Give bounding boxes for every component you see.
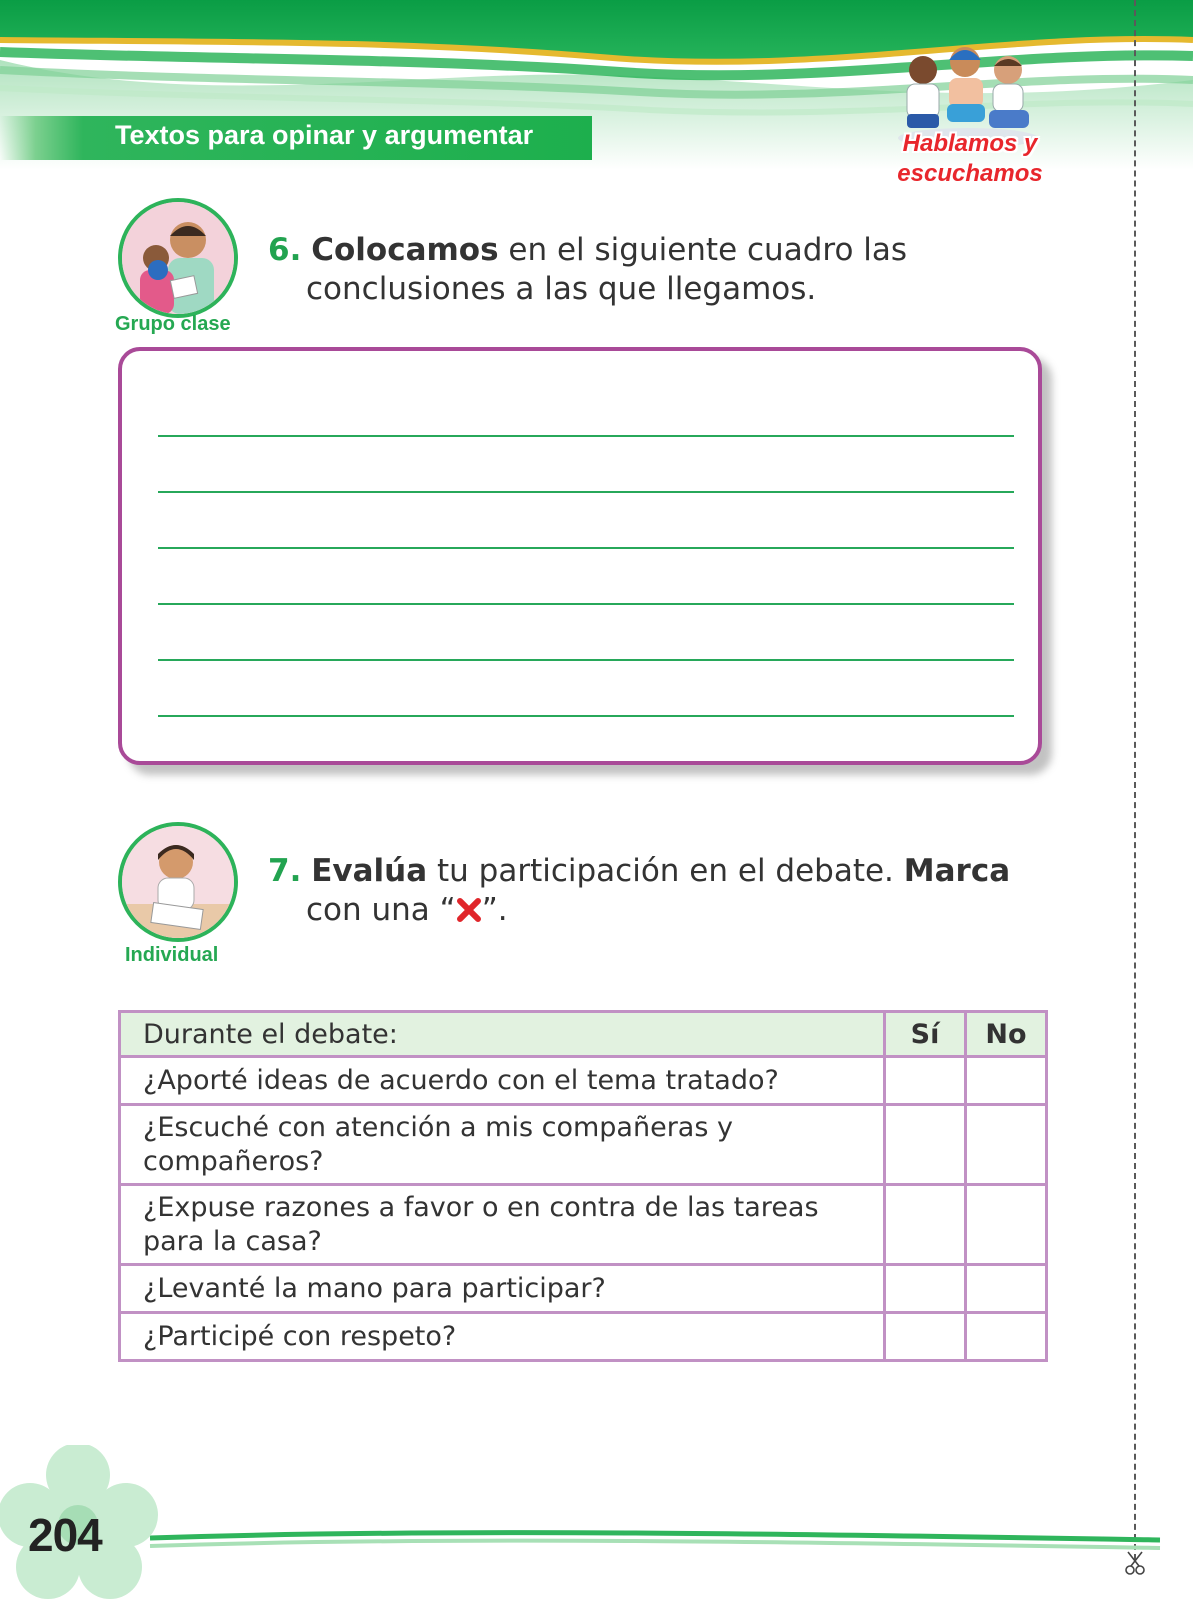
table-row bbox=[120, 1265, 1047, 1313]
no-checkbox-cell[interactable] bbox=[966, 1057, 1047, 1105]
question-7-line2-post: ”. bbox=[481, 892, 508, 928]
no-checkbox-cell[interactable] bbox=[966, 1265, 1047, 1313]
table-header-yes: Sí bbox=[885, 1012, 966, 1057]
question-7-number: 7. bbox=[268, 853, 302, 889]
writing-line[interactable] bbox=[158, 491, 1014, 493]
badge-label-line2: escuchamos bbox=[897, 160, 1043, 187]
question-text: ¿Levanté la mano para participar? bbox=[143, 1272, 606, 1304]
question-7-bold-1: Evalúa bbox=[311, 853, 428, 889]
writing-line[interactable] bbox=[158, 603, 1014, 605]
question-text-cont: para la casa? bbox=[143, 1225, 322, 1257]
no-checkbox-cell[interactable] bbox=[966, 1313, 1047, 1361]
table-row-question bbox=[120, 1313, 885, 1361]
table-row-question bbox=[120, 1185, 885, 1265]
table-row-question bbox=[120, 1057, 885, 1105]
question-6-line2: conclusiones a las que llegamos. bbox=[306, 271, 817, 307]
no-checkbox-cell[interactable] bbox=[966, 1185, 1047, 1265]
writing-line[interactable] bbox=[158, 715, 1014, 717]
question-7-line2-pre: con una “ bbox=[306, 892, 456, 928]
writing-line[interactable] bbox=[158, 659, 1014, 661]
question-7-mid: tu participación en el debate. bbox=[427, 853, 904, 889]
question-text-cont: compañeros? bbox=[143, 1145, 324, 1177]
no-checkbox-cell[interactable] bbox=[966, 1105, 1047, 1185]
table-row bbox=[120, 1313, 1047, 1361]
yes-checkbox-cell[interactable] bbox=[885, 1105, 966, 1185]
yes-checkbox-cell[interactable] bbox=[885, 1057, 966, 1105]
table-header-label: Durante el debate: bbox=[120, 1012, 885, 1057]
yes-checkbox-cell[interactable] bbox=[885, 1313, 966, 1361]
section-banner bbox=[0, 116, 592, 160]
group-class-icon bbox=[118, 198, 238, 318]
question-6-line1: en el siguiente cuadro las bbox=[498, 232, 908, 268]
table-header-row bbox=[120, 1012, 1047, 1057]
table-header-no: No bbox=[966, 1012, 1047, 1057]
question-7-bold-2: Marca bbox=[903, 853, 1011, 889]
question-6-bold: Colocamos bbox=[311, 232, 499, 268]
conclusions-writing-box[interactable] bbox=[118, 347, 1042, 765]
badge-label-line1: Hablamos y bbox=[902, 130, 1038, 157]
yes-checkbox-cell[interactable] bbox=[885, 1265, 966, 1313]
group-class-label: Grupo clase bbox=[115, 313, 231, 335]
question-text: ¿Escuché con atención a mis compañeras y bbox=[143, 1111, 733, 1143]
question-6 bbox=[268, 231, 1028, 309]
table-row bbox=[120, 1185, 1047, 1265]
individual-label: Individual bbox=[125, 944, 219, 966]
writing-line[interactable] bbox=[158, 435, 1014, 437]
table-row bbox=[120, 1105, 1047, 1185]
question-6-number: 6. bbox=[268, 232, 302, 268]
cut-line bbox=[1134, 0, 1136, 1560]
yes-checkbox-cell[interactable] bbox=[885, 1185, 966, 1265]
question-7 bbox=[268, 852, 1048, 930]
question-text: ¿Participé con respeto? bbox=[143, 1320, 457, 1352]
evaluation-table bbox=[118, 1010, 1048, 1362]
section-title: Textos para opinar y argumentar bbox=[115, 120, 534, 150]
question-text: ¿Expuse razones a favor o en contra de las tareas bbox=[143, 1191, 819, 1223]
question-text: ¿Aporté ideas de acuerdo con el tema tratado? bbox=[143, 1064, 779, 1096]
table-row bbox=[120, 1057, 1047, 1105]
red-x-icon bbox=[456, 897, 482, 923]
table-row-question bbox=[120, 1105, 885, 1185]
individual-icon bbox=[118, 822, 238, 942]
page-number: 204 bbox=[28, 1509, 102, 1561]
footer-wave-decoration bbox=[0, 1520, 1193, 1580]
writing-line[interactable] bbox=[158, 547, 1014, 549]
table-row-question bbox=[120, 1265, 885, 1313]
